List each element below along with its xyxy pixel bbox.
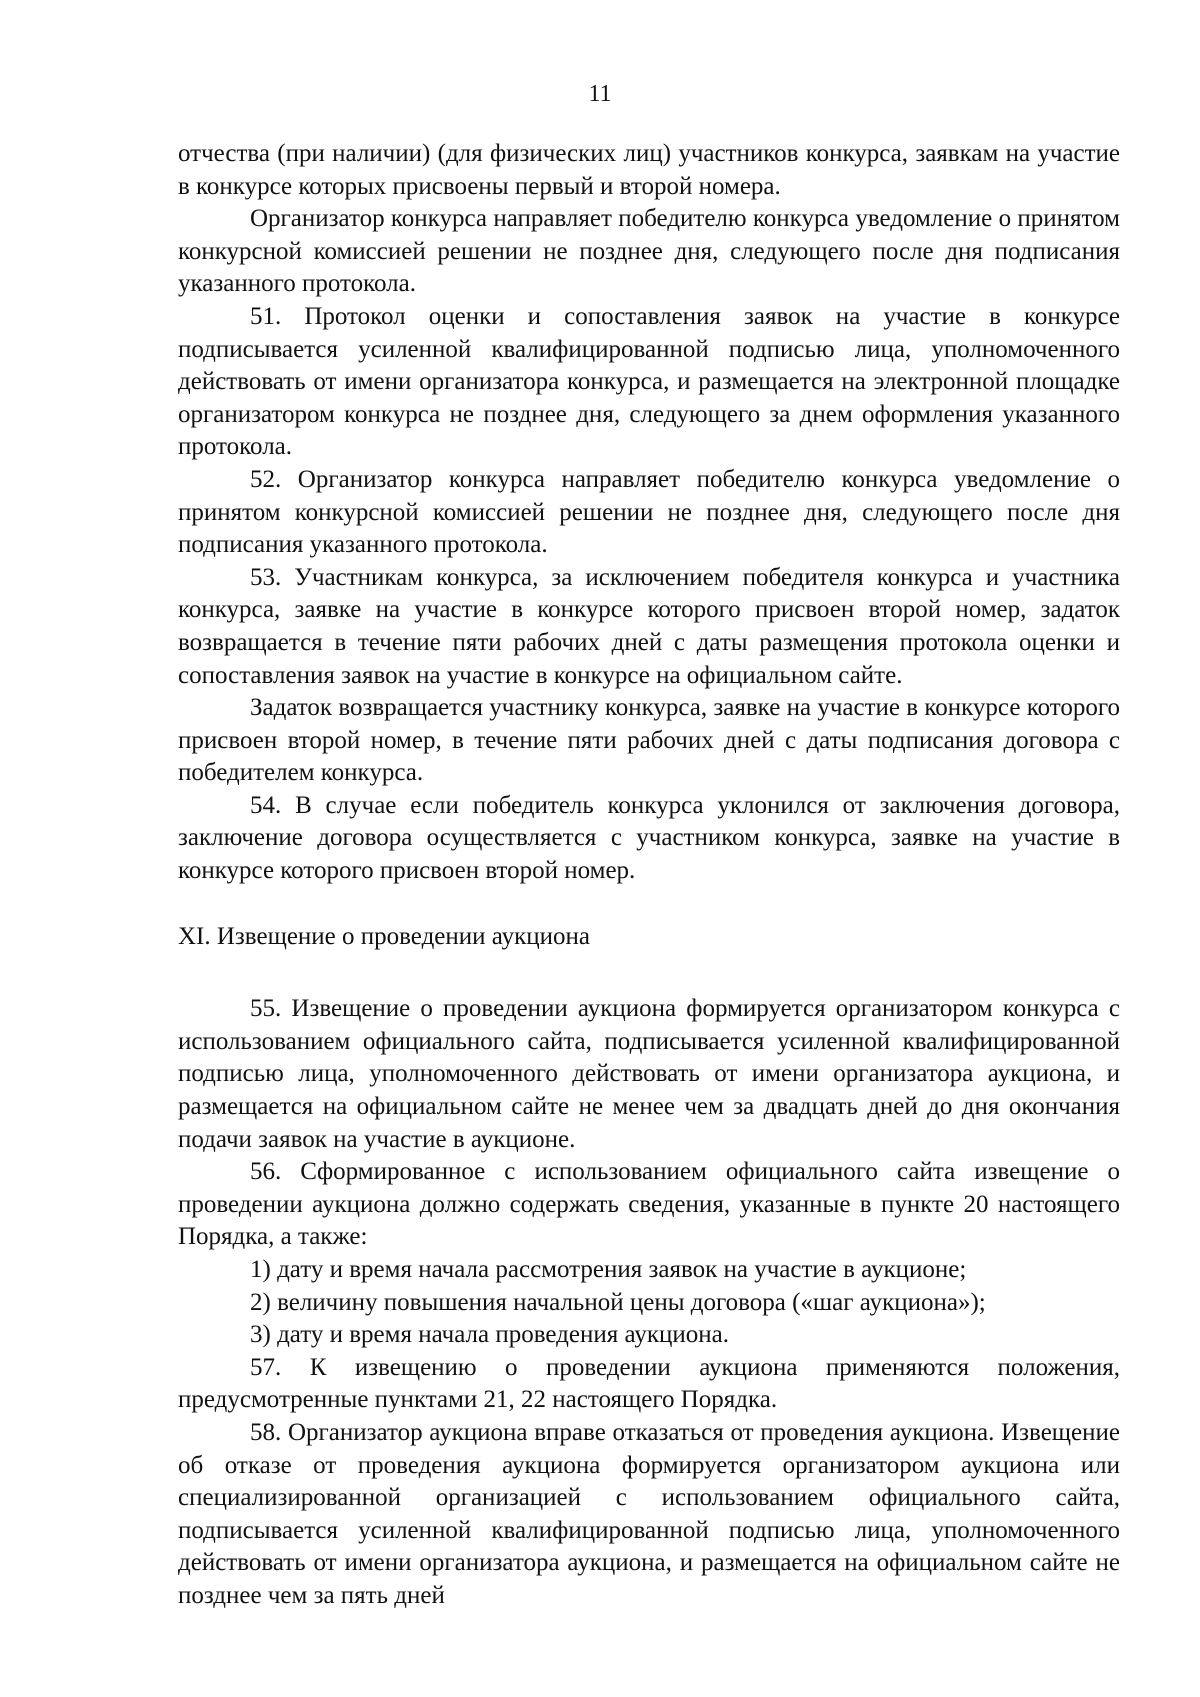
- paragraph-item-55: 55. Извещение о проведении аукциона формируется организатором конкурса с использованием официального сайта, подписывается усиленной квалифицированной подписью лица, уполномоченного действовать от имени организатора аукциона, и размещается на официальном сайте не менее чем за двадцать дней до дня окончания подачи заявок на участие в аукционе.: [178, 995, 1120, 1153]
- list-item-3: 3) дату и время начала проведения аукциона.: [250, 1321, 729, 1349]
- paragraph-item-51: 51. Протокол оценки и сопоставления заявок на участие в конкурсе подписывается усиленной квалифицированной подписью лица, уполномоченного действовать от имени организатора конкурса, и размещается на электронной площадке организатором конкурса не позднее дня, следующего за днем оформления указанного протокола.: [178, 302, 1120, 461]
- list-item-1: 1) дату и время начала рассмотрения заявок на участие в аукционе;: [250, 1256, 967, 1283]
- paragraph-item-58: 58. Организатор аукциона вправе отказаться от проведения аукциона. Извещение об отказе от проведения аукциона формируется организатором аукциона или специализированной организацией с использованием официального сайта, подписывается усиленной квалифицированной подписью лица, уполномоченного действовать от имени организатора аукциона, и размещается на официальном сайте не позднее чем за пять дней: [178, 1418, 1120, 1609]
- document-body: [178, 138, 1120, 1613]
- section-heading: XI. Извещение о проведении аукциона: [178, 922, 590, 950]
- paragraph-item-52: 52. Организатор конкурса направляет победителю конкурса уведомление о принятом конкурсной комиссией решении не позднее дня, следующего после дня подписания указанного протокола.: [178, 465, 1120, 559]
- paragraph-item-56: 56. Сформированное с использованием официального сайта извещение о проведении аукциона должно содержать сведения, указанные в пункте 20 настоящего Порядка, а также:: [178, 1158, 1120, 1251]
- list-item-2: 2) величину повышения начальной цены договора («шаг аукциона»);: [250, 1288, 986, 1316]
- paragraph-item-54: 54. В случае если победитель конкурса уклонился от заключения договора, заключение договора осуществляется с участником конкурса, заявке на участие в конкурсе которого присвоен второй номер.: [178, 791, 1120, 885]
- paragraph-item-53: 53. Участникам конкурса, за исключением победителя конкурса и участника конкурса, заявке на участие в конкурсе которого присвоен второй номер, задаток возвращается в течение пяти рабочих дней с даты размещения протокола оценки и сопоставления заявок на участие в конкурсе на официальном сайте.: [178, 563, 1120, 689]
- page-number: 11: [588, 81, 612, 107]
- paragraph-deposit-return: Задаток возвращается участнику конкурса, заявке на участие в конкурсе которого присвоен второй номер, в течение пяти рабочих дней с даты подписания договора с победителем конкурса.: [178, 694, 1120, 787]
- paragraph-continuation: отчества (при наличии) (для физических лиц) участников конкурса, заявкам на участие в конкурсе которых присвоены первый и второй номера.: [178, 140, 1120, 200]
- paragraph-item-57: 57. К извещению о проведении аукциона применяются положения, предусмотренные пунктами 21, 22 настоящего Порядка.: [178, 1353, 1120, 1414]
- paragraph-notice-to-winner: Организатор конкурса направляет победителю конкурса уведомление о принятом конкурсной комиссией решении не позднее дня, следующего после дня подписания указанного протокола.: [178, 205, 1120, 298]
